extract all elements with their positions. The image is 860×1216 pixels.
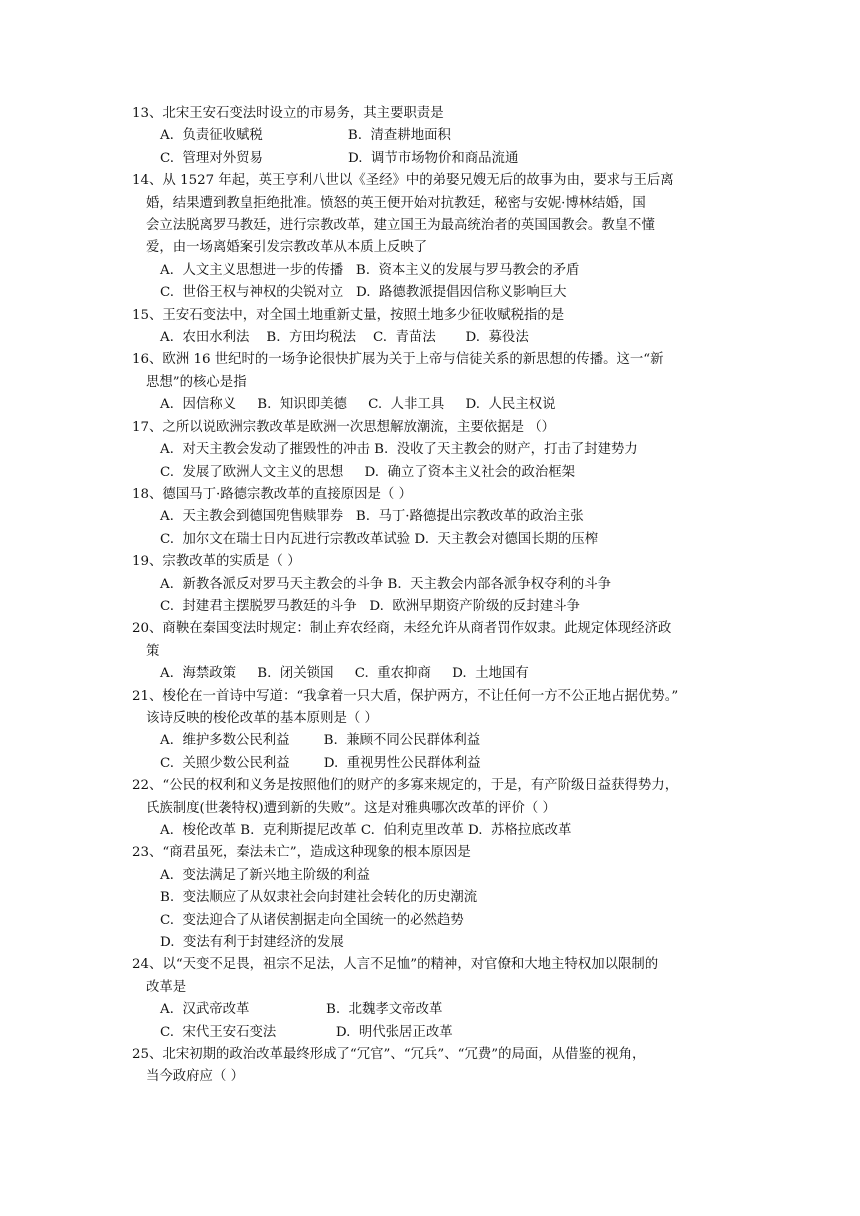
option-line: C. 世俗王权与神权的尖锐对立 D. 路德教派提倡因信称义影响巨大: [160, 285, 567, 301]
question-stem: 20、商鞅在秦国变法时规定：制止弃农经商，未经允许从商者罚作奴隶。此规定体现经济政: [132, 621, 672, 637]
question-17: [132, 417, 732, 484]
question-13: [132, 103, 732, 170]
question-22: [132, 775, 732, 842]
question-stem-continued: 策: [146, 643, 160, 659]
option-line: A. 变法满足了新兴地主阶级的利益: [160, 867, 370, 883]
question-14: [132, 170, 732, 304]
question-stem-continued: 婚，结果遭到教皇拒绝批准。愤怒的英王便开始对抗教廷，秘密与安妮·博林结婚，国: [146, 195, 646, 211]
option-line: C. 加尔文在瑞士日内瓦进行宗教改革试验 D. 天主教会对德国长期的压榨: [160, 531, 599, 547]
option-line: A. 新教各派反对罗马天主教会的斗争 B. 天主教会内部各派争权夺利的斗争: [160, 576, 612, 592]
question-21: [132, 686, 732, 776]
option-line: A. 农田水利法 B. 方田均税法 C. 青苗法 D. 募役法: [160, 330, 529, 346]
option-line: C. 管理对外贸易 D. 调节市场物价和商品流通: [160, 150, 519, 166]
question-stem: 24、以“天变不足畏，祖宗不足法，人言不足恤”的精神，对官僚和大地主特权加以限制的: [132, 957, 659, 973]
question-stem: 23、“商君虽死，秦法未亡”，造成这种现象的根本原因是: [132, 845, 471, 861]
option-line: C. 变法迎合了从诸侯割据走向全国统一的必然趋势: [160, 912, 464, 928]
question-stem: 13、北宋王安石变法时设立的市易务，其主要职责是: [132, 106, 444, 121]
question-18: [132, 484, 732, 551]
option-line: A. 负责征收赋税 B. 清查耕地面积: [160, 128, 451, 144]
question-stem: 14、从 1527 年起，英王亨利八世以《圣经》中的弟娶兄嫂无后的故事为由，要求与王后离: [132, 173, 674, 189]
option-line: A. 天主教会到德国兜售赎罪券 B. 马丁·路德提出宗教改革的政治主张: [160, 509, 584, 525]
option-line: B. 变法顺应了从奴隶社会向封建社会转化的历史潮流: [160, 890, 478, 906]
question-19: [132, 551, 732, 618]
question-15: [132, 305, 732, 350]
question-stem: 22、“公民的权利和义务是按照他们的财产的多寡来规定的，于是，有产阶级日益获得势力，: [132, 778, 679, 794]
option-line: A. 梭伦改革 B. 克利斯提尼改革 C. 伯利克里改革 D. 苏格拉底改革: [160, 823, 572, 838]
question-stem-continued: 氏族制度(世袭特权)遭到新的失败”。这是对雅典哪次改革的评价（ ）: [146, 800, 556, 816]
option-line: D. 变法有利于封建经济的发展: [160, 935, 344, 951]
question-stem: 18、德国马丁·路德宗教改革的直接原因是（ ）: [132, 486, 412, 502]
question-25: [132, 1044, 732, 1089]
question-stem: 19、宗教改革的实质是（ ）: [132, 554, 301, 570]
option-line: C. 封建君主摆脱罗马教廷的斗争 D. 欧洲早期资产阶级的反封建斗争: [160, 598, 580, 614]
question-stem: 25、北宋初期的政治改革最终形成了“冗官”、“冗兵”、“冗费”的局面，从借鉴的视角，: [132, 1047, 646, 1063]
question-16: [132, 349, 732, 416]
question-24: [132, 954, 732, 1044]
option-line: A. 对天主教会发动了摧毁性的冲击 B. 没收了天主教会的财产，打击了封建势力: [160, 442, 638, 458]
question-stem: 16、欧洲 16 世纪时的一场争论很快扩展为关于上帝与信徒关系的新思想的传播。这一“新: [132, 352, 664, 368]
option-line: A. 汉武帝改革 B. 北魏孝文帝改革: [160, 1002, 443, 1018]
option-line: C. 关照少数公民利益 D. 重视男性公民群体利益: [160, 755, 481, 771]
option-line: C. 宋代王安石变法 D. 明代张居正改革: [160, 1024, 453, 1040]
question-stem: 21、梭伦在一首诗中写道：“我拿着一只大盾，保护两方，不让任何一方不公正地占据优势。”: [132, 688, 679, 704]
question-stem-continued: 思想”的核心是指: [146, 374, 247, 390]
option-line: A. 海禁政策 B. 闭关锁国 C. 重农抑商 D. 土地国有: [160, 666, 529, 682]
option-line: C. 发展了欧洲人文主义的思想 D. 确立了资本主义社会的政治框架: [160, 464, 576, 480]
question-20: [132, 618, 732, 685]
question-stem-continued: 会立法脱离罗马教廷，进行宗教改革，建立国王为最高统治者的英国国教会。教皇不懂: [146, 218, 655, 234]
question-23: [132, 842, 732, 954]
question-stem-continued: 当今政府应（ ）: [146, 1069, 244, 1085]
question-stem: 17、之所以说欧洲宗教改革是欧洲一次思想解放潮流，主要依据是 （）: [132, 419, 556, 435]
option-line: A. 人文主义思想进一步的传播 B. 资本主义的发展与罗马教会的矛盾: [160, 262, 580, 278]
question-stem-continued: 改革是: [146, 979, 187, 995]
option-line: A. 因信称义 B. 知识即美德 C. 人非工具 D. 人民主权说: [160, 397, 556, 413]
question-list: [132, 103, 732, 1089]
question-stem: 15、王安石变法中，对全国土地重新丈量，按照土地多少征收赋税指的是: [132, 307, 565, 323]
question-stem-continued: 爱，由一场离婚案引发宗教改革从本质上反映了: [146, 240, 428, 256]
question-stem-continued: 该诗反映的梭伦改革的基本原则是（ ）: [146, 710, 378, 726]
option-line: A. 维护多数公民利益 B. 兼顾不同公民群体利益: [160, 733, 481, 749]
